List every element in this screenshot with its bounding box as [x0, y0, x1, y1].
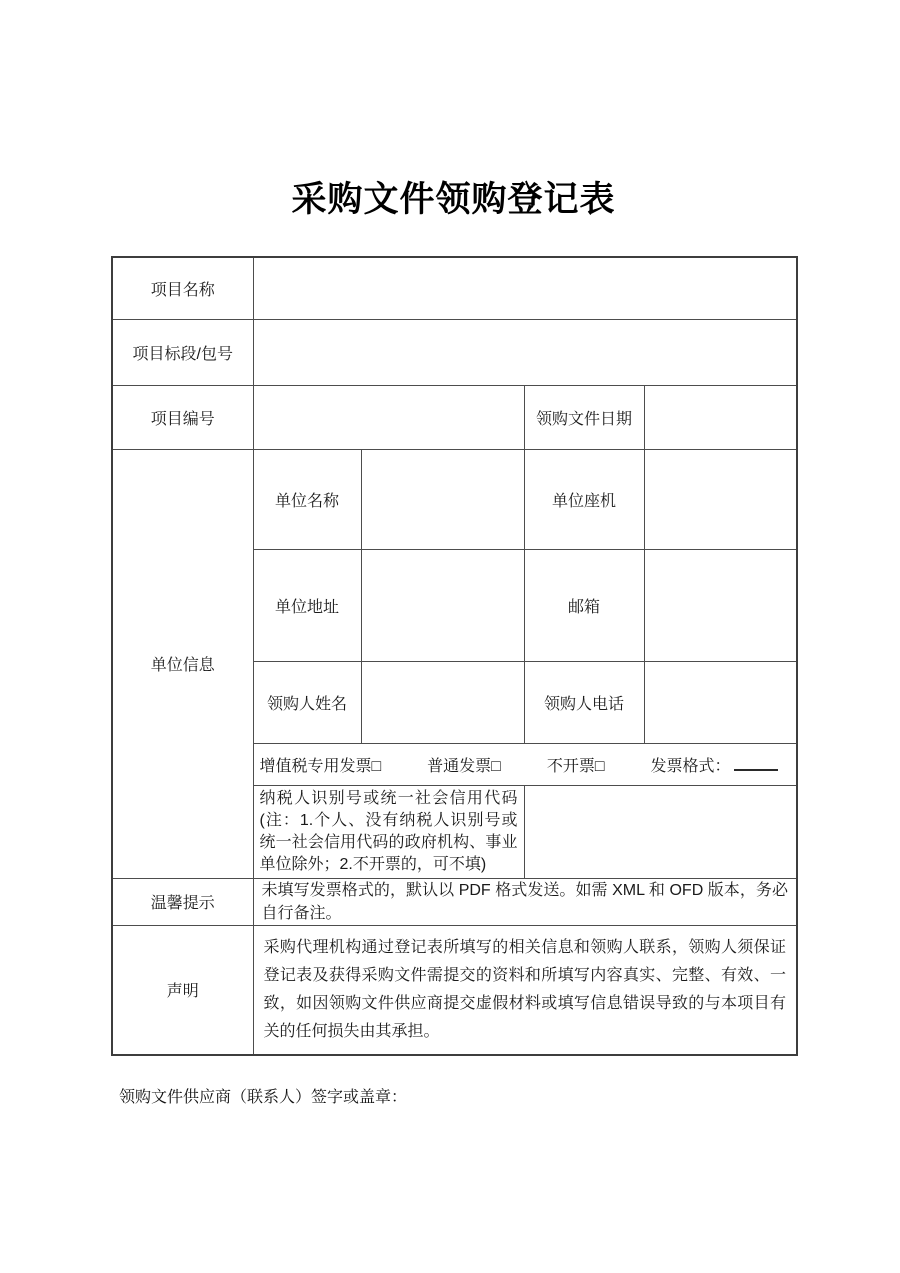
doc-date-field[interactable] [644, 385, 797, 449]
registration-table [111, 256, 798, 1056]
purchaser-phone-field[interactable] [644, 661, 797, 743]
unit-phone-field[interactable] [644, 449, 797, 549]
unit-name-field[interactable] [361, 449, 524, 549]
table-row [112, 385, 797, 449]
table-row [112, 878, 797, 925]
tax-id-field[interactable] [524, 785, 797, 878]
email-field[interactable] [644, 549, 797, 661]
table-row [112, 257, 797, 319]
doc-date-label: 领购文件日期 [524, 385, 644, 449]
project-section-label: 项目标段/包号 [112, 319, 253, 385]
unit-name-label: 单位名称 [253, 449, 361, 549]
page-title: 采购文件领购登记表 [291, 180, 616, 219]
statement-text: 采购代理机构通过登记表所填写的相关信息和领购人联系，领购人须保证登记表及获得采购文件需提交的资料和所填写内容真实、完整、有效、一致，如因领购文件供应商提交虚假材料或填写信息错误导致的与本项目有关的任何损失由其承担。 [253, 925, 797, 1055]
email-label: 邮箱 [524, 549, 644, 661]
invoice-format-group [651, 753, 778, 776]
invoice-option-vat-special-checkbox[interactable]: 增值税专用发票□ [259, 757, 382, 775]
tips-label: 温馨提示 [112, 878, 253, 925]
table-row [112, 449, 797, 549]
project-number-field[interactable] [253, 385, 524, 449]
supplier-sign-line: 领购文件供应商（联系人）签字或盖章： [119, 1089, 408, 1106]
tax-id-note: 纳税人识别号或统一社会信用代码(注：1.个人、没有纳税人识别号或统一社会信用代码的政府机构、事业单位除外；2.不开票的，可不填) [253, 785, 524, 878]
project-number-label: 项目编号 [112, 385, 253, 449]
tips-text: 未填写发票格式的，默认以 PDF 格式发送。如需 XML 和 OFD 版本，务必自行备注。 [253, 878, 797, 925]
unit-info-label: 单位信息 [112, 449, 253, 878]
invoice-option-plain-checkbox[interactable]: 普通发票□ [427, 757, 501, 775]
purchaser-name-label: 领购人姓名 [253, 661, 361, 743]
purchaser-phone-label: 领购人电话 [524, 661, 644, 743]
invoice-option-none-checkbox[interactable]: 不开票□ [546, 757, 605, 775]
statement-label: 声明 [112, 925, 253, 1055]
table-row [112, 319, 797, 385]
invoice-format-label: 发票格式： [650, 757, 731, 775]
table-row [112, 925, 797, 1055]
unit-address-field[interactable] [361, 549, 524, 661]
project-section-field[interactable] [253, 319, 797, 385]
invoice-format-blank-field[interactable] [734, 754, 778, 771]
project-name-label: 项目名称 [112, 257, 253, 319]
purchaser-name-field[interactable] [361, 661, 524, 743]
unit-address-label: 单位地址 [253, 549, 361, 661]
unit-phone-label: 单位座机 [524, 449, 644, 549]
project-name-field[interactable] [253, 257, 797, 319]
invoice-options-cell [253, 743, 797, 785]
